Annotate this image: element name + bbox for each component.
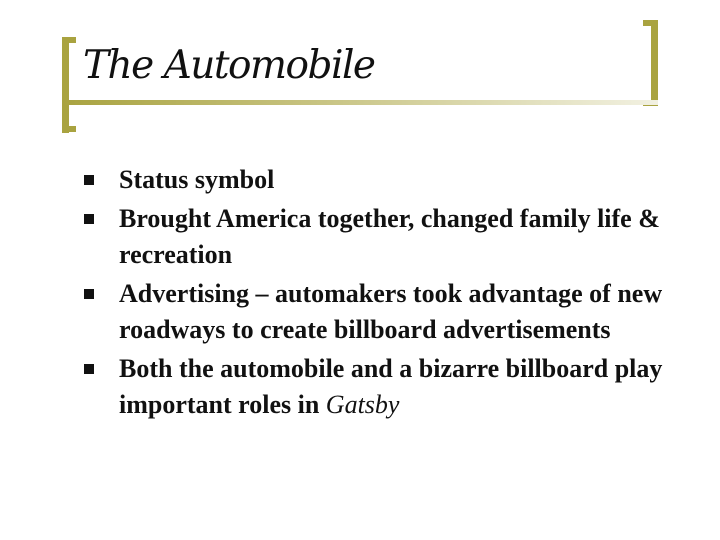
square-bullet-icon: [84, 214, 94, 224]
square-bullet-icon: [84, 364, 94, 374]
left-bracket-top-serif: [62, 37, 76, 43]
bullet-text: Advertising – automakers took advantage of new roadways to create billboard advertisements: [119, 279, 663, 344]
slide-title: The Automobile: [83, 43, 375, 88]
square-bullet-icon: [84, 175, 94, 185]
title-underline-rule: [62, 100, 658, 105]
right-bracket: [651, 20, 658, 106]
left-bracket-bottom-serif: [62, 126, 76, 132]
bullet-text: Brought America together, changed family life & recreation: [119, 204, 660, 269]
bullet-item: [80, 162, 680, 198]
square-bullet-icon: [84, 289, 94, 299]
left-bracket: [62, 37, 69, 133]
bullet-text: Both the automobile and a bizarre billboard play important roles in: [119, 354, 663, 419]
bullet-item: [80, 276, 680, 348]
right-bracket-top-serif: [643, 20, 658, 26]
bullet-list: [80, 162, 680, 423]
bullet-item: [80, 351, 680, 423]
bullet-text: Status symbol: [119, 165, 275, 194]
bullet-item: [80, 201, 680, 273]
bullet-emphasis: Gatsby: [325, 390, 400, 419]
